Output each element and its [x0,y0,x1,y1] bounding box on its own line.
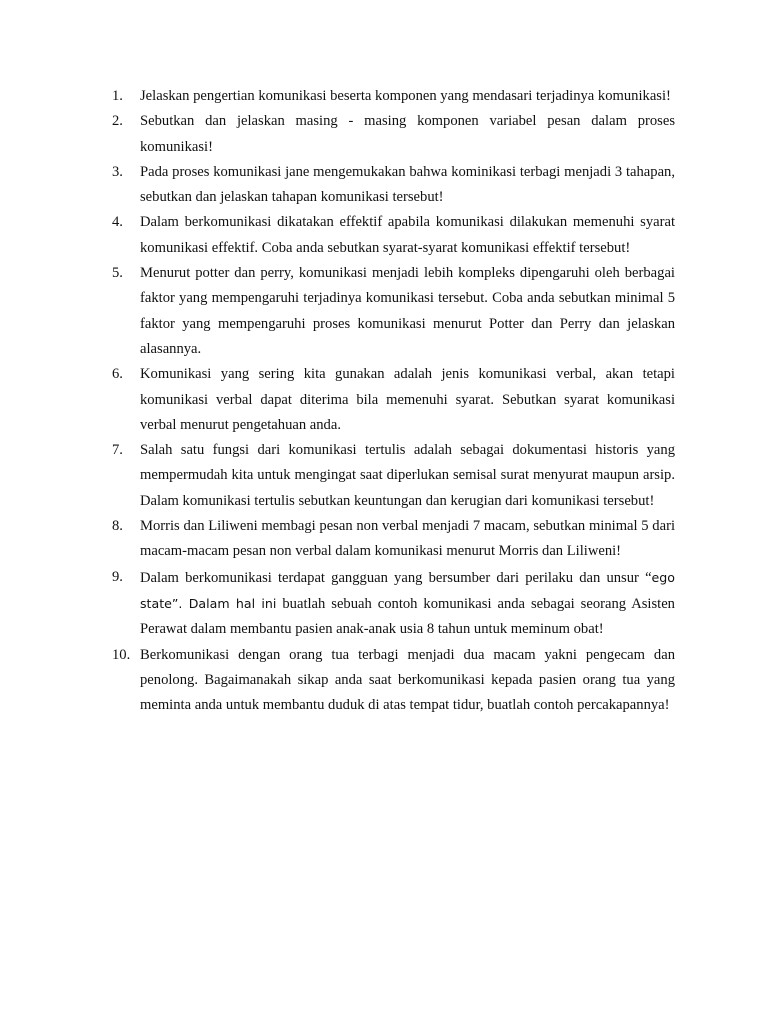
question-number: 7. [112,442,123,459]
question-item [112,438,675,514]
question-text: Morris dan Liliweni membagi pesan non verbal menjadi 7 macam, sebutkan minimal 5 dari macam-macam pesan non verbal dalam komunikasi menurut Morris dan Liliweni! [140,518,675,560]
question-number: 4. [112,214,123,231]
question-text: Berkomunikasi dengan orang tua terbagi menjadi dua macam yakni pengecam dan penolong. Bagaimanakah sikap anda saat berkomunikasi kepada pasien orang tua yang meminta anda untuk membantu duduk di atas tempat tidur, buatlah contoh percakapannya! [140,646,675,714]
question-item [112,210,675,261]
question-text-sans-part: ego state”. Dalam hal ini [140,569,675,611]
question-text [140,565,675,643]
question-text-part: buatlah sebuah contoh komunikasi anda sebagai seorang Asisten Perawat dalam membantu pasien anak-anak usia 8 tahun untuk meminum obat! [140,595,675,638]
question-number: 8. [112,518,123,535]
question-number: 9. [112,568,123,585]
question-number: 1. [112,88,123,104]
question-text: Menurut potter dan perry, komunikasi menjadi lebih kompleks dipengaruhi oleh berbagai faktor yang mempengaruhi terjadinya komunikasi tersebut. Coba anda sebutkan minimal 5 faktor yang mempengaruhi proses komunikasi menurut Potter dan Perry dan jelaskan alasannya. [140,265,675,357]
question-item [112,160,675,211]
question-item [112,261,675,362]
question-number: 10. [112,646,131,663]
question-text: Dalam berkomunikasi dikatakan effektif apabila komunikasi dilakukan memenuhi syarat komunikasi effektif. Coba anda sebutkan syarat-syarat komunikasi effektif tersebut! [140,214,675,256]
question-text: Pada proses komunikasi jane mengemukakan bahwa kominikasi terbagi menjadi 3 tahapan, sebutkan dan jelaskan tahapan komunikasi tersebut! [140,163,675,206]
question-text: Salah satu fungsi dari komunikasi tertulis adalah sebagai dokumentasi historis yang mempermudah kita untuk mengingat saat diperlukan semisal surat menyurat maupun arsip. Dalam komunikasi tertulis sebutkan keuntungan dan kerugian dari komunikasi tersebut! [140,442,675,509]
question-number: 3. [112,163,123,180]
question-number: 5. [112,265,123,282]
question-item [112,643,675,719]
question-item [112,84,675,109]
question-text: Komunikasi yang sering kita gunakan adalah jenis komunikasi verbal, akan tetapi komunikasi verbal dapat diterima bila memenuhi syarat. Sebutkan syarat komunikasi verbal menurut pengetahuan anda. [140,366,675,433]
question-list [112,84,675,718]
question-item [112,362,675,438]
question-number: 6. [112,366,123,383]
question-text: Sebutkan dan jelaskan masing - masing komponen variabel pesan dalam proses komunikasi! [140,113,675,155]
question-item [112,565,675,643]
question-text-part: Dalam berkomunikasi terdapat gangguan yang bersumber dari perilaku dan unsur “ [140,569,652,586]
question-number: 2. [112,113,123,130]
question-text: Jelaskan pengertian komunikasi beserta komponen yang mendasari terjadinya komunikasi! [140,88,671,104]
question-item [112,514,675,565]
question-item [112,109,675,160]
